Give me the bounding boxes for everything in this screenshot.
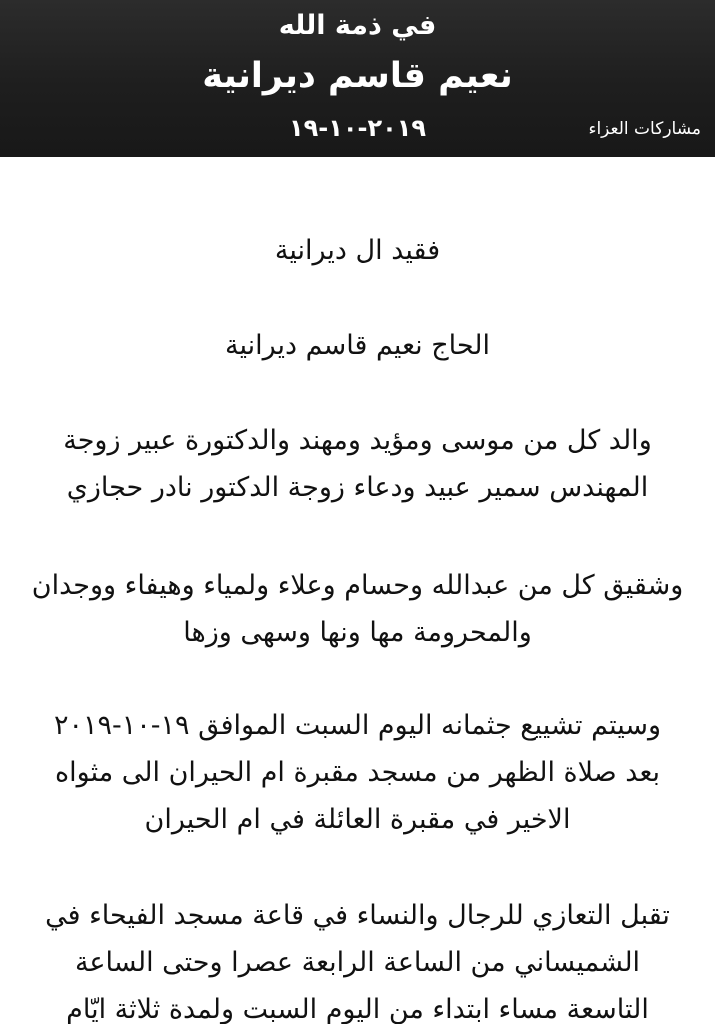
deceased-name-title: نعيم قاسم ديرانية xyxy=(202,56,513,96)
children-paragraph: والد كل من موسى ومؤيد ومهند والدكتورة عبير زوجة المهندس سمير عبيد ودعاء زوجة الدكتور نادر حجازي xyxy=(63,425,652,503)
family-heading: فقيد ال ديرانية xyxy=(274,235,441,266)
header-title-in-gods-care: في ذمة الله xyxy=(278,10,437,41)
obituary-content xyxy=(0,157,715,1024)
deceased-full-name: الحاج نعيم قاسم ديرانية xyxy=(224,330,491,361)
siblings-paragraph: وشقيق كل من عبدالله وحسام وعلاء ولمياء وهيفاء ووجدان والمحرومة مها ونها وسهى وزها xyxy=(31,570,684,648)
cropped-text-remnant xyxy=(150,157,570,167)
condolences-link[interactable]: مشاركات العزاء xyxy=(588,119,701,139)
date-of-death: ٢٠١٩-١٠-١٩ xyxy=(288,114,427,142)
condolences-paragraph: تقبل التعازي للرجال والنساء في قاعة مسجد الفيحاء في الشميساني من الساعة الرابعة عصرا وحتى الساعة التاسعة مساء ابتداء من اليوم السبت ولمدة ثلاثة ايّام xyxy=(45,900,670,1024)
funeral-paragraph: وسيتم تشييع جثمانه اليوم السبت الموافق ١٩-١٠-٢٠١٩ بعد صلاة الظهر من مسجد مقبرة ام الحيران الى مثواه الاخير في مقبرة العائلة في ام الحيران xyxy=(53,710,662,835)
header-banner xyxy=(0,0,715,157)
